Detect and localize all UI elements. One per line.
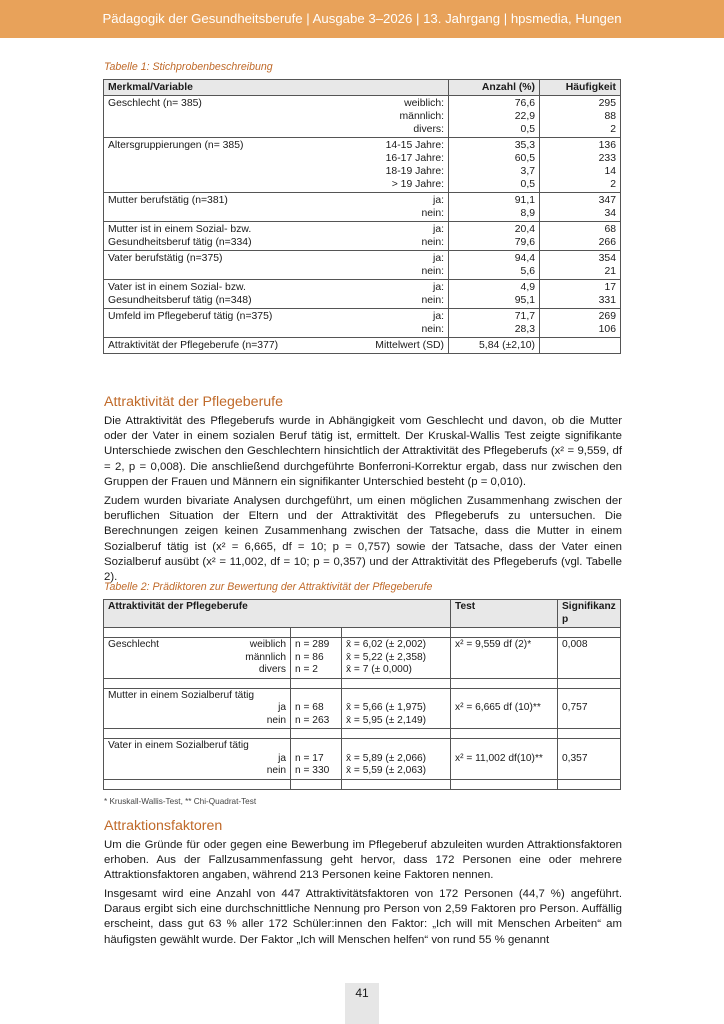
category-labels: ja: nein: <box>342 251 449 280</box>
spacer-cell <box>558 729 621 739</box>
paragraph: Insgesamt wird eine Anzahl von 447 Attraktivitätsfaktoren von 172 Personen (44,7 %) angeführt. Daraus ergibt sich eine durchschnittliche Nennung pro Person von 2,59 Faktoren pro Person. Auffällig erscheint, dass gut 63 % aller 172 Schüler:innen den Faktor: „Ich will mit Menschen Arbeiten“ am häufigsten gewählt wurde. Der Faktor „Ich will Menschen helfen“ von rund 55 % genannt <box>104 888 622 946</box>
table-row <box>104 638 621 679</box>
table-sample-description <box>103 79 621 354</box>
frequency-values: 269 106 <box>540 309 621 338</box>
sample-size: n = 17 n = 330 <box>291 739 342 780</box>
variable-label: Mutter ist in einem Sozial- bzw. Gesundheitsberuf tätig (n=334) <box>104 222 343 251</box>
percent-values: 20,4 79,6 <box>449 222 540 251</box>
table-row <box>104 280 621 309</box>
spacer-cell <box>451 729 558 739</box>
table-row <box>104 338 621 354</box>
percent-values: 94,4 5,6 <box>449 251 540 280</box>
spacer-cell <box>104 628 291 638</box>
table-row <box>104 309 621 338</box>
category-labels: ja: nein: <box>342 193 449 222</box>
paragraph: Zudem wurden bivariate Analysen durchgeführt, um einen möglichen Zusammenhang zwischen der beruflichen Situation der Eltern und der Attraktivität des Pflegeberufs zu untersuchen. Die Berechnungen zeigen keinen Zusammenhang zwischen der Tatsache, dass die Mutter in einem Sozialberuf tätig ist (x² = 6,665, df = 10; p = 0,757) sowie der Tatsache, dass der Vater einen Sozialberuf ausübt (x² = 11,002, df = 10; p = 0,357) und der Attraktivität des Pflegeberufs (vgl. Tabelle 2). <box>104 495 622 584</box>
spacer-cell <box>342 678 451 688</box>
paragraph: Die Attraktivität des Pflegeberufs wurde in Abhängigkeit vom Geschlecht und davon, ob die Mutter oder der Vater in einem sozialen Beruf tätig ist, ermittelt. Der Kruskal-Wallis Test zeigte signifikante Unterschiede zwischen den Geschlechtern hinsichtlich der Attraktivität des Pflegeberufs (x² = 9,559, df = 2, p = 0,008). Die anschließend durchgeführte Bonferroni-Korrektur ergab, dass nur zwischen den Gruppen der Frauen und Männern ein signifikanter Unterschied besteht (p = 0,010). <box>104 415 622 488</box>
table-row <box>104 739 621 780</box>
variable-label: Altersgruppierungen (n= 385) <box>104 138 343 193</box>
table2-footnote: * Kruskall-Wallis-Test, ** Chi-Quadrat-Test <box>104 797 257 806</box>
p-value: 0,757 <box>558 688 621 729</box>
percent-values: 5,84 (±2,10) <box>449 338 540 354</box>
category-labels: ja: nein: <box>342 309 449 338</box>
category-labels: Mittelwert (SD) <box>342 338 449 354</box>
table1-header-row <box>104 80 621 96</box>
spacer-cell <box>558 678 621 688</box>
frequency-values: 17 331 <box>540 280 621 309</box>
table2-header-test: Test <box>451 600 558 628</box>
spacer-row <box>104 779 621 789</box>
spacer-cell <box>342 729 451 739</box>
variable-label: Mutter berufstätig (n=381) <box>104 193 343 222</box>
variable-label: Attraktivität der Pflegeberufe (n=377) <box>104 338 343 354</box>
frequency-values: 347 34 <box>540 193 621 222</box>
frequency-values: 136 233 14 2 <box>540 138 621 193</box>
percent-values: 4,9 95,1 <box>449 280 540 309</box>
table-predictors <box>103 599 621 790</box>
table1-caption: Tabelle 1: Stichprobenbeschreibung <box>104 61 273 73</box>
spacer-cell <box>451 678 558 688</box>
p-value: 0,008 <box>558 638 621 679</box>
spacer-cell <box>291 678 342 688</box>
predictor-label: Geschlecht <box>108 639 159 650</box>
frequency-values: 354 21 <box>540 251 621 280</box>
predictor-cell <box>104 739 291 780</box>
table-row <box>104 222 621 251</box>
predictor-label: Mutter in einem Sozialberuf tätig <box>108 689 255 701</box>
spacer-cell <box>291 729 342 739</box>
predictor-cell <box>104 688 291 729</box>
mean-values: x̄ = 5,89 (± 2,066) x̄ = 5,59 (± 2,063) <box>342 739 451 780</box>
category-labels: weiblich: männlich: divers: <box>342 96 449 138</box>
spacer-row <box>104 628 621 638</box>
spacer-cell <box>451 779 558 789</box>
table2-caption: Tabelle 2: Prädiktoren zur Bewertung der Attraktivität der Pflegeberufe <box>104 581 433 593</box>
p-value: 0,357 <box>558 739 621 780</box>
sample-size: n = 68 n = 263 <box>291 688 342 729</box>
variable-label: Geschlecht (n= 385) <box>104 96 343 138</box>
spacer-cell <box>558 628 621 638</box>
spacer-cell <box>342 779 451 789</box>
table1-header-variable: Merkmal/Variable <box>104 80 449 96</box>
spacer-cell <box>451 628 558 638</box>
variable-label: Vater ist in einem Sozial- bzw. Gesundheitsberuf tätig (n=348) <box>104 280 343 309</box>
frequency-values: 295 88 2 <box>540 96 621 138</box>
journal-header: Pädagogik der Gesundheitsberufe | Ausgabe 3–2026 | 13. Jahrgang | hpsmedia, Hungen <box>0 0 724 38</box>
table2-header-significance: Signifikanz p <box>558 600 621 628</box>
variable-label: Umfeld im Pflegeberuf tätig (n=375) <box>104 309 343 338</box>
table-row <box>104 96 621 138</box>
spacer-cell <box>291 779 342 789</box>
spacer-row <box>104 678 621 688</box>
section-heading-attractiveness: Attraktivität der Pflegeberufe <box>104 394 284 410</box>
test-statistic: x² = 11,002 df(10)** <box>451 739 558 780</box>
table2-header-attractiveness: Attraktivität der Pflegeberufe <box>104 600 451 628</box>
spacer-row <box>104 729 621 739</box>
predictor-categories: weiblich männlich divers <box>245 639 286 675</box>
spacer-cell <box>342 628 451 638</box>
frequency-values: 68 266 <box>540 222 621 251</box>
variable-label: Vater berufstätig (n=375) <box>104 251 343 280</box>
mean-values: x̄ = 5,66 (± 1,975) x̄ = 5,95 (± 2,149) <box>342 688 451 729</box>
spacer-cell <box>104 779 291 789</box>
table-row <box>104 688 621 729</box>
paragraph: Um die Gründe für oder gegen eine Bewerbung im Pflegeberuf abzuleiten wurden Attraktionsfaktoren erhoben. Aus der Fallzusammenfassung geht hervor, dass 172 Personen eine oder mehrere Attraktionsfaktoren angaben, während 213 Personen keine Faktoren nennen. <box>104 839 622 882</box>
predictor-label: Vater in einem Sozialberuf tätig <box>108 740 249 751</box>
section-heading-attraction-factors: Attraktionsfaktoren <box>104 818 223 834</box>
spacer-cell <box>291 628 342 638</box>
predictor-categories: ja nein <box>266 752 286 776</box>
spacer-cell <box>558 779 621 789</box>
percent-values: 35,3 60,5 3,7 0,5 <box>449 138 540 193</box>
predictor-cell <box>104 638 291 679</box>
category-labels: ja: nein: <box>342 222 449 251</box>
spacer-cell <box>104 729 291 739</box>
test-statistic: x² = 9,559 df (2)* <box>451 638 558 679</box>
predictor-categories: ja nein <box>266 702 286 726</box>
category-labels: ja: nein: <box>342 280 449 309</box>
category-labels: 14-15 Jahre: 16-17 Jahre: 18-19 Jahre: > 19 Jahre: <box>342 138 449 193</box>
percent-values: 71,7 28,3 <box>449 309 540 338</box>
sample-size: n = 289 n = 86 n = 2 <box>291 638 342 679</box>
test-statistic: x² = 6,665 df (10)** <box>451 688 558 729</box>
mean-values: x̄ = 6,02 (± 2,002) x̄ = 5,22 (± 2,358) x̄ = 7 (± 0,000) <box>342 638 451 679</box>
spacer-cell <box>104 678 291 688</box>
page-number: 41 <box>345 983 379 1024</box>
percent-values: 91,1 8,9 <box>449 193 540 222</box>
table-row <box>104 138 621 193</box>
percent-values: 76,6 22,9 0,5 <box>449 96 540 138</box>
table1-header-frequency: Häufigkeit <box>540 80 621 96</box>
frequency-values <box>540 338 621 354</box>
table1-header-percent: Anzahl (%) <box>449 80 540 96</box>
table-row <box>104 251 621 280</box>
table2-header-row <box>104 600 621 628</box>
table-row <box>104 193 621 222</box>
